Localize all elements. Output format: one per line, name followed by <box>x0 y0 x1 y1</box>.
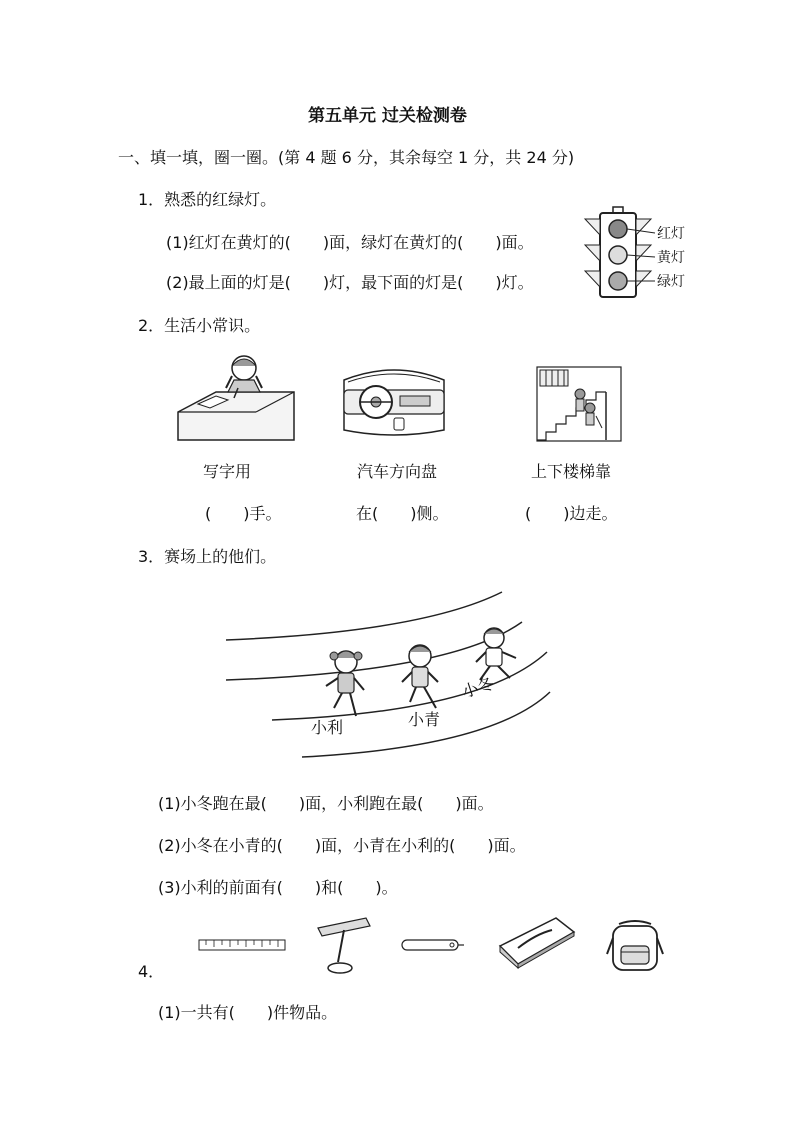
pencil-case-icon <box>496 914 576 970</box>
q2-caption-2: 汽车方向盘 <box>357 462 438 481</box>
runner-xiaoqing-figure <box>402 645 438 708</box>
q4-line1: (1)一共有( )件物品。 <box>158 1003 338 1022</box>
light-label-red: 红灯 <box>657 226 685 242</box>
desk-lamp-icon <box>314 914 376 976</box>
q2-stem: 2．生活小常识。 <box>138 316 261 335</box>
ruler-icon <box>198 938 286 952</box>
running-track-illustration <box>222 582 552 767</box>
page-title: 第五单元 过关检测卷 <box>308 106 467 126</box>
runner-xiaodong-figure <box>476 628 516 680</box>
q3-line2: (2)小冬在小青的( )面，小青在小利的( )面。 <box>158 836 526 855</box>
q3-line3: (3)小利的前面有( )和( )。 <box>158 878 398 897</box>
q1-line1: (1)红灯在黄灯的( )面，绿灯在黄灯的( )面。 <box>166 233 534 252</box>
pen-icon <box>400 938 466 952</box>
light-label-yellow: 黄灯 <box>657 250 685 266</box>
stairs-illustration <box>536 366 622 442</box>
runner-xiaoli-figure <box>326 651 364 716</box>
q3-line1: (1)小冬跑在最( )面，小利跑在最( )面。 <box>158 794 494 813</box>
section-header: 一、填一填，圈一圈。(第 4 题 6 分，其余每空 1 分，共 24 分) <box>118 148 575 167</box>
backpack-icon <box>605 918 665 974</box>
light-label-green: 绿灯 <box>657 274 685 290</box>
girl-writing-illustration <box>176 352 296 442</box>
runner-label-xiaodong: 小冬 <box>459 673 497 702</box>
q2-caption-3: 上下楼梯靠 <box>531 462 612 481</box>
q2-caption-1: 写字用 <box>203 462 252 481</box>
q2-blank-1: ( )手。 <box>205 504 282 523</box>
q1-line2: (2)最上面的灯是( )灯，最下面的灯是( )灯。 <box>166 273 534 292</box>
q1-stem: 1．熟悉的红绿灯。 <box>138 190 277 209</box>
q4-stem: 4． <box>138 962 165 981</box>
q2-blank-3: ( )边走。 <box>525 504 618 523</box>
runner-label-xiaoli: 小利 <box>311 718 344 737</box>
q2-blank-2: 在( )侧。 <box>356 504 449 523</box>
q3-stem: 3．赛场上的他们。 <box>138 547 277 566</box>
runner-label-xiaoqing: 小青 <box>408 710 441 729</box>
car-dashboard-illustration <box>340 360 448 440</box>
